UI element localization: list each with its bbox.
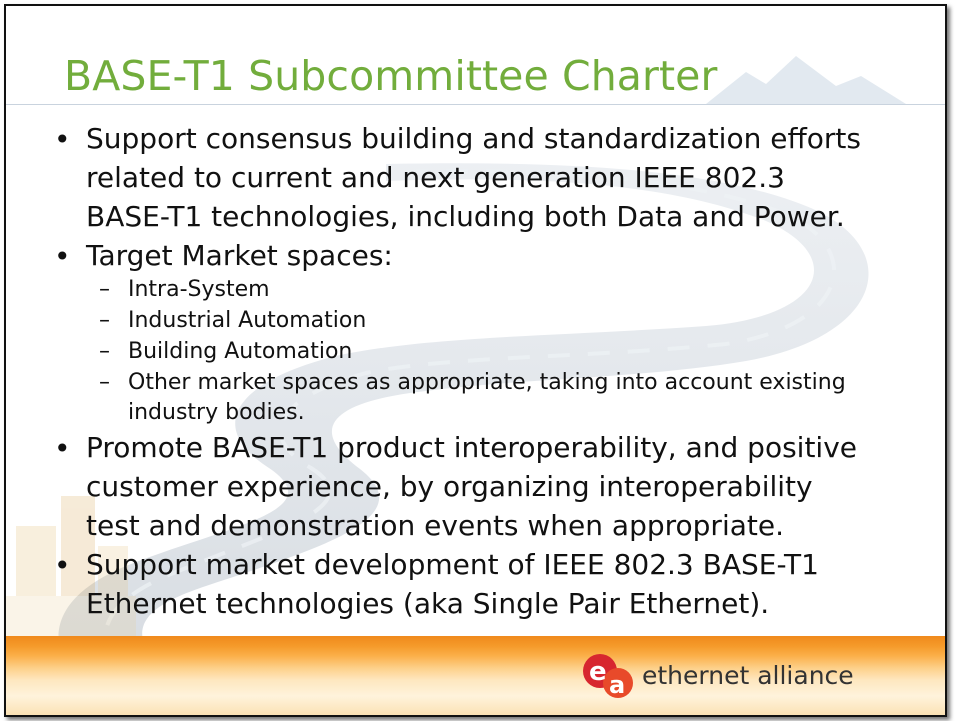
bullet-3-line-3: test and demonstration events when appropriate. <box>86 509 784 542</box>
sub-item-building-automation: Building Automation <box>128 339 353 364</box>
bullet-marker: • <box>54 240 71 273</box>
sub-item-industrial-automation: Industrial Automation <box>128 308 367 333</box>
title-divider <box>6 104 945 105</box>
sub-dash-marker: – <box>99 277 110 302</box>
ethernet-alliance-logo <box>580 651 854 701</box>
logo-wordmark: ethernet alliance <box>642 661 854 690</box>
slide-title: BASE-T1 Subcommittee Charter <box>64 52 718 100</box>
bullet-4-line-2: Ethernet technologies (aka Single Pair Ethernet). <box>86 587 770 620</box>
bullet-marker: • <box>54 432 71 465</box>
bullet-1-line-2: related to current and next generation IEEE 802.3 <box>86 161 785 194</box>
sub-dash-marker: – <box>99 370 110 395</box>
bullet-3-line-1: Promote BASE-T1 product interoperability, and positive <box>86 431 857 464</box>
bullet-marker: • <box>54 123 71 156</box>
bullet-3-line-2: customer experience, by organizing interoperability <box>86 470 813 503</box>
sub-item-intra-system: Intra-System <box>128 277 270 302</box>
bullet-1-line-3: BASE-T1 technologies, including both Data and Power. <box>86 200 845 233</box>
svg-text:a: a <box>609 671 626 699</box>
slide <box>4 4 947 717</box>
bullet-4-line-1: Support market development of IEEE 802.3 BASE-T1 <box>86 548 819 581</box>
bullet-2-line-1: Target Market spaces: <box>86 239 393 272</box>
sub-item-other-line-2: industry bodies. <box>128 400 305 425</box>
bullet-1-line-1: Support consensus building and standardization efforts <box>86 122 861 155</box>
sub-dash-marker: – <box>99 308 110 333</box>
sub-item-other-line-1: Other market spaces as appropriate, taking into account existing <box>128 370 846 395</box>
bullet-marker: • <box>54 549 71 582</box>
sub-dash-marker: – <box>99 339 110 364</box>
ea-logo-icon <box>580 651 636 701</box>
mountain-shape <box>706 56 906 104</box>
svg-text:e: e <box>589 657 607 687</box>
